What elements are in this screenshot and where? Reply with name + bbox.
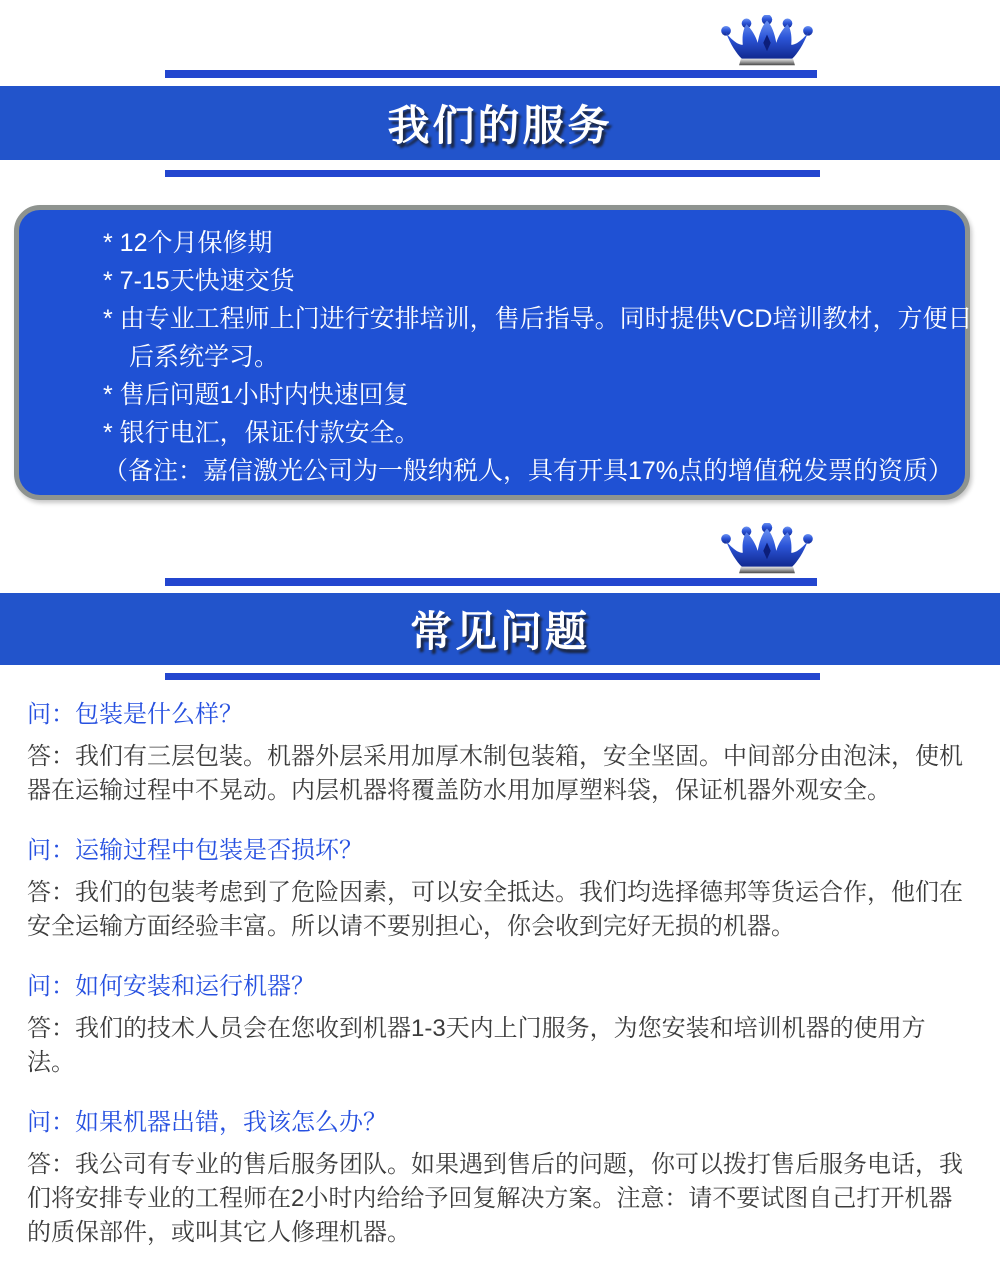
services-title: 我们的服务 bbox=[387, 102, 613, 149]
faq-crown-row bbox=[0, 500, 1000, 578]
crown-icon bbox=[715, 15, 819, 69]
faq-item bbox=[27, 970, 970, 1080]
crown-icon bbox=[715, 523, 819, 577]
service-line: 后系统学习。 bbox=[129, 343, 280, 371]
faq-answer: 答：我公司有专业的售后服务团队。如果遇到售后的问题，你可以拨打售后服务电话，我们将安排专业的工程师在2小时内给给予回复解决方案。注意：请不要试图自己打开机器的质保部件，或叫其它人修理机器。 bbox=[27, 1151, 963, 1246]
service-line: * 12个月保修期 bbox=[103, 229, 273, 257]
faq-item bbox=[27, 834, 970, 944]
services-list bbox=[19, 210, 973, 490]
services-top-rule bbox=[165, 70, 817, 78]
service-line: （备注：嘉信激光公司为一般纳税人，具有开具17%点的增值税发票的资质） bbox=[103, 457, 954, 485]
faq-question: 问：如何安装和运行机器？ bbox=[27, 973, 315, 1000]
faq-question: 问：如果机器出错，我该怎么办？ bbox=[27, 1109, 387, 1136]
service-line: * 7-15天快速交货 bbox=[103, 267, 295, 295]
services-box bbox=[14, 205, 973, 500]
services-crown-row bbox=[0, 0, 1000, 70]
faq-top-rule bbox=[165, 578, 817, 586]
service-line: * 银行电汇，保证付款安全。 bbox=[103, 419, 420, 447]
faq-answer: 答：我们的包装考虑到了危险因素，可以安全抵达。我们均选择德邦等货运合作，他们在安全运输方面经验丰富。所以请不要别担心，你会收到完好无损的机器。 bbox=[27, 879, 963, 940]
faq-answer: 答：我们有三层包装。机器外层采用加厚木制包装箱，安全坚固。中间部分由泡沫，使机器在运输过程中不晃动。内层机器将覆盖防水用加厚塑料袋，保证机器外观安全。 bbox=[27, 743, 963, 804]
service-line: * 由专业工程师上门进行安排培训，售后指导。同时提供VCD培训教材，方便日 bbox=[103, 305, 973, 333]
faq-title: 常见问题 bbox=[409, 608, 590, 655]
faq-item bbox=[27, 1106, 970, 1250]
faq-question: 问：包装是什么样？ bbox=[27, 701, 243, 728]
faq-banner bbox=[0, 593, 1000, 665]
faq-question: 问：运输过程中包装是否损坏？ bbox=[27, 837, 363, 864]
faq-item bbox=[27, 698, 970, 808]
service-line: * 售后问题1小时内快速回复 bbox=[103, 381, 409, 409]
services-bottom-rule bbox=[165, 170, 820, 177]
faq-bottom-rule bbox=[165, 673, 820, 680]
faq-answer: 答：我们的技术人员会在您收到机器1-3天内上门服务，为您安装和培训机器的使用方法。 bbox=[27, 1015, 926, 1076]
services-banner bbox=[0, 86, 1000, 160]
faq-list bbox=[0, 698, 1000, 1250]
